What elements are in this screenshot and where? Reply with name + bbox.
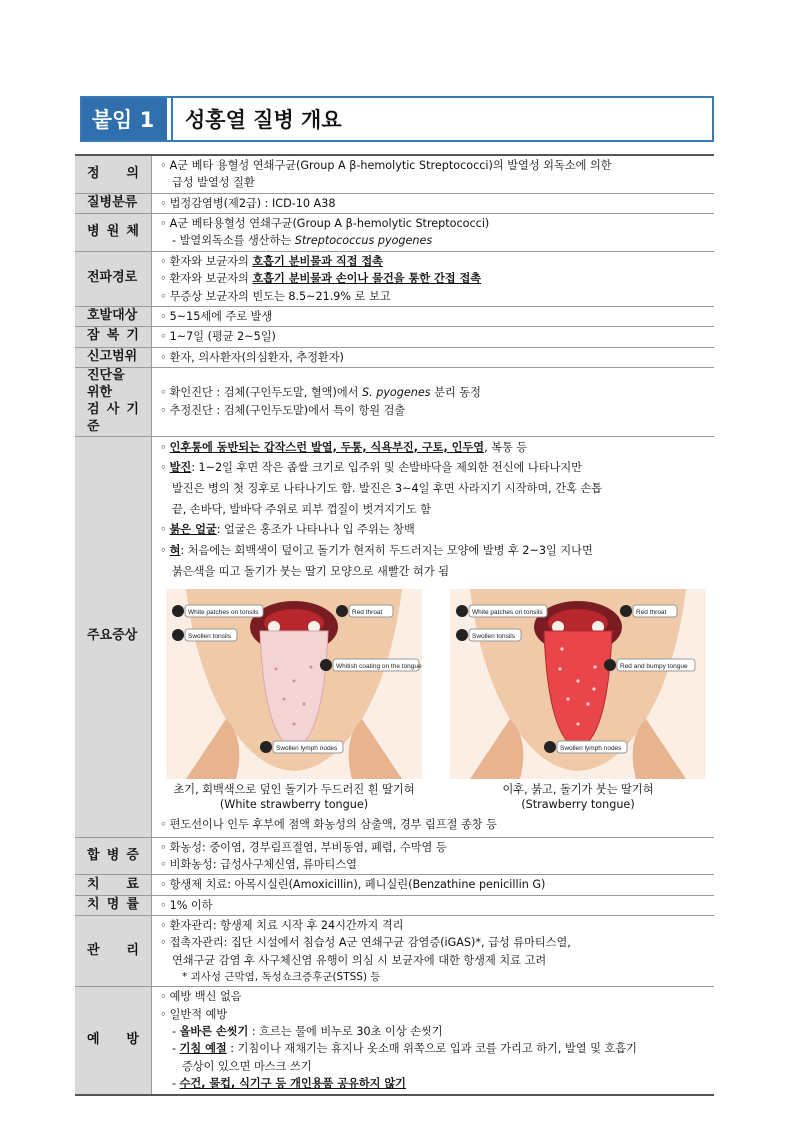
label-age: 호발대상 xyxy=(75,306,152,326)
caption-red-tongue: 이후, 붉고, 돌기가 붓는 딸기혀 (Strawberry tongue) xyxy=(502,782,654,812)
row-definition xyxy=(75,155,714,193)
row-report: 신고범위 ◦ 환자, 의사환자(의심환자, 추정환자) xyxy=(75,347,714,367)
svg-text:Red throat: Red throat xyxy=(352,608,383,616)
row-transmission: 전파경로 ◦ 환자와 보균자의 호흡기 분비물과 직접 접촉 ◦ 환자와 보균자의 호흡기 분비물과 손이나 물건을 통한 간접 접촉 ◦ 무증상 보균자의 빈도는 8.5~21.9% 로 보고 xyxy=(75,251,714,306)
row-fatality: 치 명 률 ◦ 1% 이하 xyxy=(75,895,714,915)
svg-text:White patches on tonsils: White patches on tonsils xyxy=(472,608,543,616)
svg-text:Swollen tonsils: Swollen tonsils xyxy=(188,632,231,640)
white-tongue-illustration xyxy=(166,589,422,779)
bullet: ◦ xyxy=(160,159,167,172)
tongue-illustrations xyxy=(166,589,706,813)
row-symptoms: 주요증상 ◦ 인후통에 동반되는 갑작스런 발열, 두통, 식욕부진, 구토, 인두염, 복통 등 ◦ 발진: 1~2일 후면 작은 좁쌀 크기로 입주위 및 손발바닥을 제외한 전신에 나타나지만 발진은 병의 첫 징후로 나타나기도 함. 발진은 3~4일 후면 사라지기 시작하며, 간혹 손톱 끝, 손바닥, 발바닥 주위로 피부 껍질이 벗겨지기도 함 ◦ 붉은 얼굴: 얼굴은 홍조가 나타나나 입 주위는 창백 ◦ 혀: 처음에는 회백색이 덮이고 돌기가 현저히 두드러지는 모양에 발병 후 2~3일 지나면 붉은색을 띠고 돌기가 붓는 딸기 모양으로 새빨간 혀가 됨 White patches on tonsils Swollen tonsils Red throat Whitish coating on the tongue Swollen lymph nodes 초기, 회백색으로 덮인 돌기가 두드러진 흰 딸기혀 (White strawberry tongue) White patches on tonsils Swollen tonsils Red throat Red and bumpy tongue Swollen lymph nodes 이후, 붉고, 돌기가 붓는 딸기혀 (Strawberry tongue) ◦ 편도선이나 인두 후부에 점액 화농성의 삼출액, 경부 림프절 종창 등 xyxy=(75,436,714,837)
label-management: 관 리 xyxy=(75,916,152,987)
label-pathogen: 병 원 체 xyxy=(75,214,152,252)
svg-text:Swollen tonsils: Swollen tonsils xyxy=(472,632,515,640)
content-definition: ◦ A군 베타 용혈성 연쇄구균(Group A β-hemolytic Streptococci)의 발열성 외독소에 의한 급성 발열성 질환 xyxy=(152,155,715,193)
row-pathogen: 병 원 체 ◦ A군 베타용혈성 연쇄구균(Group A β-hemolytic Streptococci) - 발열외독소를 생산하는 Streptococcus pyogenes xyxy=(75,214,714,252)
svg-text:Swollen lymph nodes: Swollen lymph nodes xyxy=(560,744,622,752)
row-treatment: 치 료 ◦ 항생제 치료: 아목시실린(Amoxicillin), 페니실린(Benzathine penicillin G) xyxy=(75,875,714,895)
row-complications: 합 병 증 ◦ 화농성: 중이염, 경부림프절염, 부비동염, 폐렴, 수막염 등 ◦ 비화농성: 급성사구체신염, 류마티스열 xyxy=(75,837,714,875)
attachment-header xyxy=(80,96,714,142)
attachment-title: 성홍열 질병 개요 xyxy=(171,98,712,140)
row-age: 호발대상 ◦ 5~15세에 주로 발생 xyxy=(75,306,714,326)
label-definition: 정 의 xyxy=(75,155,152,193)
label-report: 신고범위 xyxy=(75,347,152,367)
label-treatment: 치 료 xyxy=(75,875,152,895)
svg-text:Red and bumpy tongue: Red and bumpy tongue xyxy=(620,662,688,670)
svg-text:Swollen lymph nodes: Swollen lymph nodes xyxy=(276,744,338,752)
row-classification: 질병분류 ◦ 법정감염병(제2급) : ICD-10 A38 xyxy=(75,193,714,213)
attachment-label: 붙임 1 xyxy=(82,98,167,140)
label-diagnosis: 진단을 위한 검 사 기 준 xyxy=(75,367,152,436)
label-complications: 합 병 증 xyxy=(75,837,152,875)
svg-text:Red throat: Red throat xyxy=(636,608,667,616)
label-fatality: 치 명 률 xyxy=(75,895,152,915)
red-tongue-illustration xyxy=(450,589,706,779)
white-strawberry-tongue xyxy=(166,589,422,813)
svg-text:White patches on tonsils: White patches on tonsils xyxy=(188,608,259,616)
strawberry-tongue xyxy=(450,589,706,813)
svg-text:Whitish coating on the tongue: Whitish coating on the tongue xyxy=(336,662,422,670)
caption-white-tongue: 초기, 회백색으로 덮인 돌기가 두드러진 흰 딸기혀 (White strawberry tongue) xyxy=(173,782,415,812)
row-prevention: 예 방 ◦ 예방 백신 없음 ◦ 일반적 예방 - 올바른 손씻기 : 흐르는 물에 비누로 30초 이상 손씻기 - 기침 예절 : 기침이나 재채기는 휴지나 옷소매 위쪽으로 입과 코를 가리고 하기, 발열 및 호흡기 증상이 있으면 마스크 쓰기 - 수건, 물컵, 식기구 등 개인용품 공유하지 않기 xyxy=(75,987,714,1095)
label-prevention: 예 방 xyxy=(75,987,152,1095)
label-classification: 질병분류 xyxy=(75,193,152,213)
disease-overview-table xyxy=(75,154,714,1096)
label-symptoms: 주요증상 xyxy=(75,436,152,837)
row-management: 관 리 ◦ 환자관리: 항생제 치료 시작 후 24시간까지 격리 ◦ 접촉자관리: 집단 시설에서 침습성 A군 연쇄구균 감염증(iGAS)*, 급성 류마티스열, 연쇄구균 감염 후 사구체신염 유행이 의심 시 보균자에 대한 항생제 치료 고려 * 괴사성 근막염, 독성쇼크증후군(STSS) 등 xyxy=(75,916,714,987)
row-diagnosis: 진단을 위한 검 사 기 준 ◦ 확인진단 : 검체(구인두도말, 혈액)에서 S. pyogenes 분리 동정 ◦ 추정진단 : 검체(구인두도말)에서 특이 항원 검출 xyxy=(75,367,714,436)
label-transmission: 전파경로 xyxy=(75,251,152,306)
row-incubation: 잠 복 기 ◦ 1~7일 (평균 2~5일) xyxy=(75,327,714,347)
label-incubation: 잠 복 기 xyxy=(75,327,152,347)
